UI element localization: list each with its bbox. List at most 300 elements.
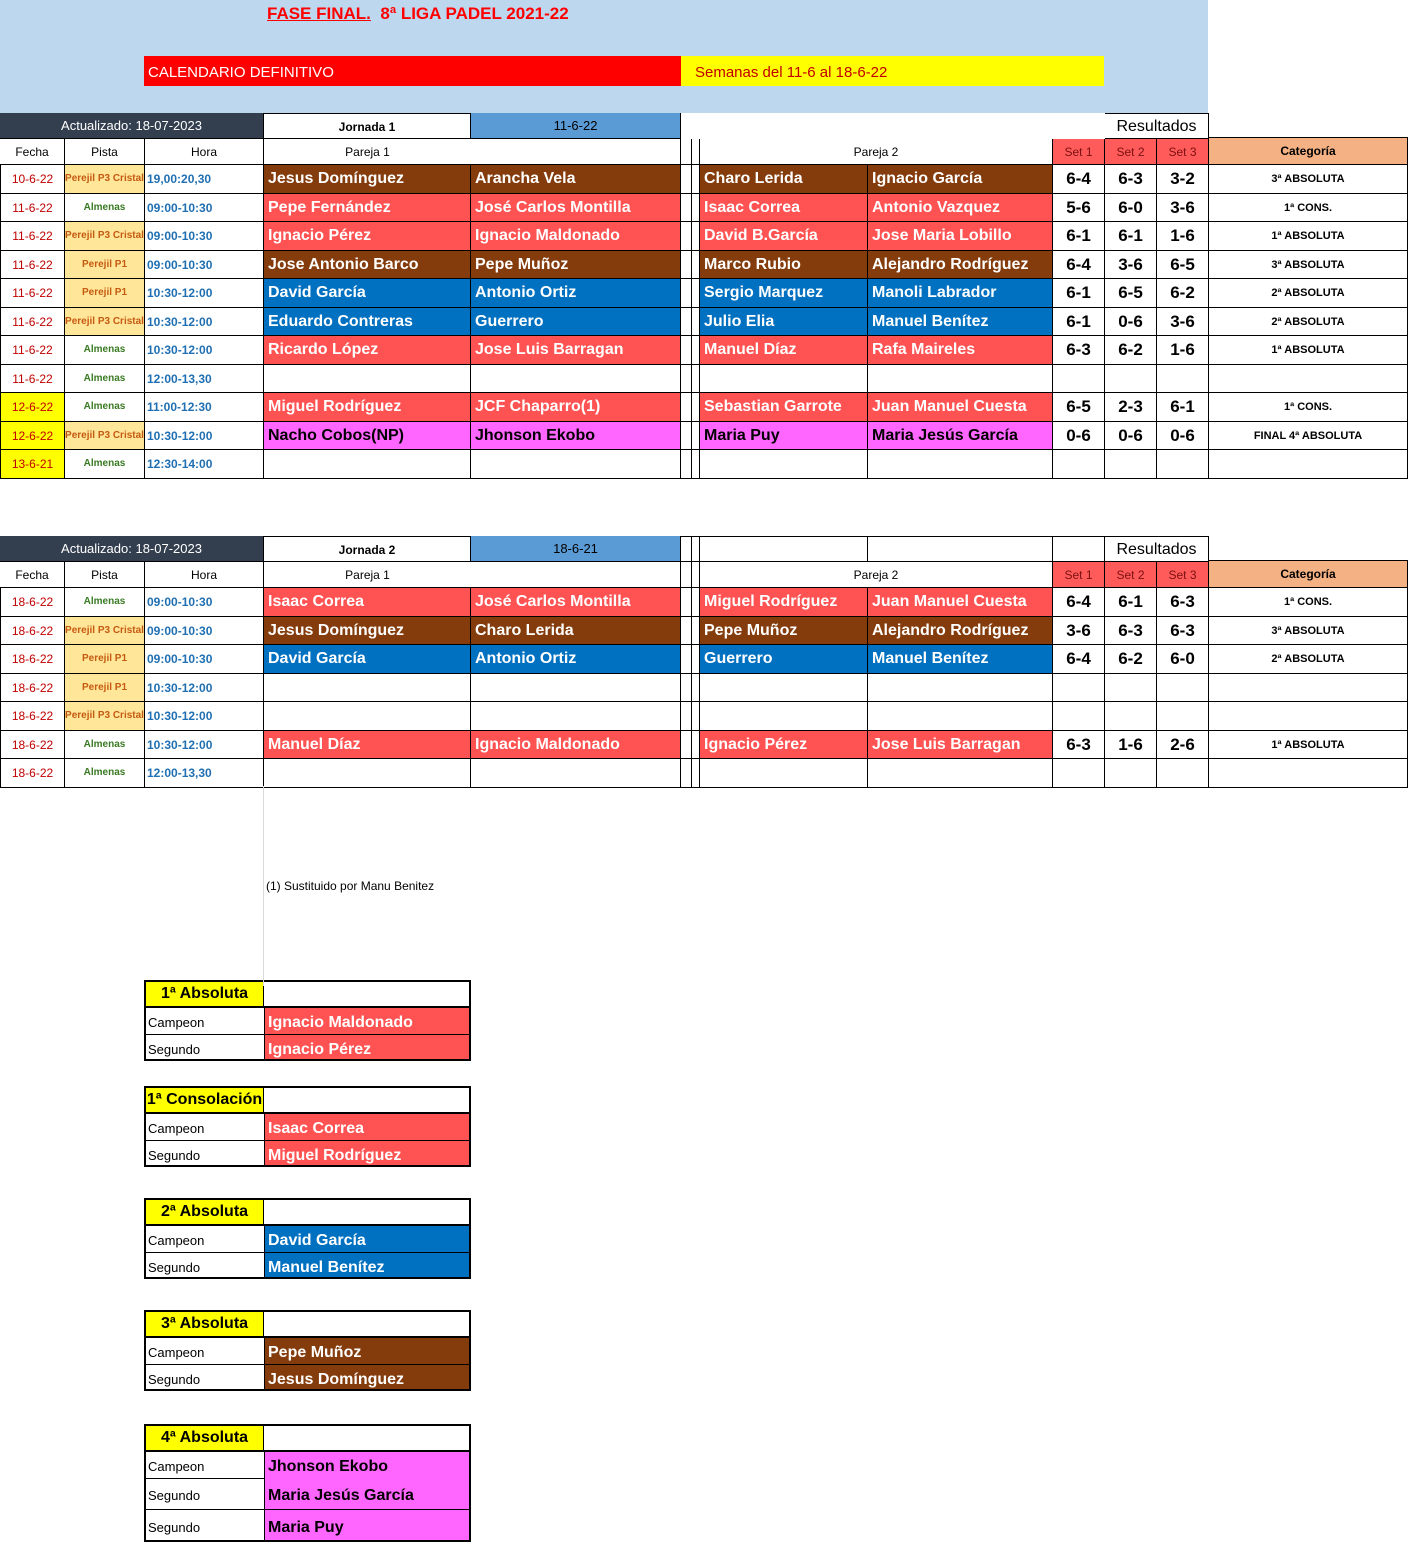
- row-hora: 09:00-10:30: [145, 194, 264, 223]
- set-score: 2-3: [1105, 393, 1157, 422]
- spacer-cell: [681, 450, 692, 479]
- player-cell: Jhonson Ekobo: [471, 422, 681, 451]
- player-cell: Nacho Cobos(NP): [264, 422, 471, 451]
- calendar-label: CALENDARIO DEFINITIVO: [144, 56, 681, 86]
- player-cell: Isaac Correa: [700, 194, 868, 223]
- set-score: 6-1: [1105, 588, 1157, 617]
- row-categoria: 1ª ABSOLUTA: [1209, 222, 1408, 251]
- row-pista: Perejil P3 Cristal: [65, 422, 145, 451]
- player-cell: Ricardo López: [264, 336, 471, 365]
- jornada-label: Jornada 1: [264, 113, 471, 139]
- spacer-cell: [692, 588, 700, 617]
- col-fecha: Fecha: [0, 139, 65, 165]
- set-score: 5-6: [1053, 194, 1105, 223]
- player-cell: Manuel Benítez: [868, 645, 1053, 674]
- row-fecha: 18-6-22: [0, 645, 65, 674]
- set-score: [1105, 702, 1157, 731]
- row-categoria: 3ª ABSOLUTA: [1209, 251, 1408, 280]
- set-score: 6-1: [1053, 279, 1105, 308]
- spacer-cell: [681, 759, 692, 788]
- player-cell: Miguel Rodríguez: [264, 393, 471, 422]
- row-categoria: 1ª ABSOLUTA: [1209, 731, 1408, 760]
- player-cell: Jesus Domínguez: [264, 617, 471, 646]
- row-hora: 11:00-12:30: [145, 393, 264, 422]
- set-score: 3-6: [1105, 251, 1157, 280]
- podium-player-name: Maria Jesús García: [264, 1478, 471, 1510]
- player-cell: José Carlos Montilla: [471, 588, 681, 617]
- updated-label: Actualizado: 18-07-2023: [0, 113, 264, 139]
- row-fecha: 11-6-22: [0, 308, 65, 337]
- row-hora: 10:30-12:00: [145, 731, 264, 760]
- podium-position-label: Segundo: [144, 1141, 265, 1168]
- set-score: 0-6: [1053, 422, 1105, 451]
- spacer-cell: [681, 731, 692, 760]
- set-score: 6-1: [1053, 308, 1105, 337]
- footnote: (1) Sustituido por Manu Benitez: [266, 879, 435, 893]
- set-score: [1157, 450, 1209, 479]
- row-hora: 10:30-12:00: [145, 674, 264, 703]
- player-cell: Miguel Rodríguez: [700, 588, 868, 617]
- player-cell: Maria Puy: [700, 422, 868, 451]
- results-label: Resultados: [1105, 113, 1209, 139]
- player-cell: [264, 674, 471, 703]
- row-categoria: 1ª CONS.: [1209, 588, 1408, 617]
- set-score: 6-2: [1105, 645, 1157, 674]
- row-hora: 19,00:20,30: [145, 165, 264, 194]
- player-cell: Arancha Vela: [471, 165, 681, 194]
- row-categoria: 1ª ABSOLUTA: [1209, 336, 1408, 365]
- col-set3: Set 3: [1157, 139, 1209, 165]
- col-pista: Pista: [65, 562, 145, 588]
- results-label: Resultados: [1105, 536, 1209, 562]
- spacer-cell: [681, 617, 692, 646]
- row-fecha: 12-6-22: [0, 422, 65, 451]
- set-score: 3-2: [1157, 165, 1209, 194]
- player-cell: Manuel Benítez: [868, 308, 1053, 337]
- row-fecha: 18-6-22: [0, 702, 65, 731]
- player-cell: Antonio Ortiz: [471, 279, 681, 308]
- spacer-cell: [692, 536, 700, 562]
- spacer-cell: [692, 336, 700, 365]
- set-score: [1053, 674, 1105, 703]
- row-hora: 10:30-12:00: [145, 702, 264, 731]
- blank-cell: [868, 536, 1053, 562]
- spacer-cell: [692, 562, 700, 588]
- row-pista: Almenas: [65, 588, 145, 617]
- player-cell: Ignacio Maldonado: [471, 731, 681, 760]
- player-cell: JCF Chaparro(1): [471, 393, 681, 422]
- player-cell: Pepe Muñoz: [471, 251, 681, 280]
- player-cell: Ignacio Pérez: [700, 731, 868, 760]
- set-score: [1105, 674, 1157, 703]
- podium-player-name: Maria Puy: [264, 1510, 471, 1542]
- row-categoria: 1ª CONS.: [1209, 194, 1408, 223]
- row-pista: Perejil P3 Cristal: [65, 308, 145, 337]
- set-score: [1053, 365, 1105, 394]
- set-score: 6-4: [1053, 645, 1105, 674]
- set-score: 6-5: [1157, 251, 1209, 280]
- player-cell: Charo Lerida: [471, 617, 681, 646]
- row-categoria: [1209, 365, 1408, 394]
- spacer-cell: [681, 279, 692, 308]
- row-categoria: [1209, 759, 1408, 788]
- player-cell: Alejandro Rodríguez: [868, 617, 1053, 646]
- player-cell: [700, 702, 868, 731]
- player-cell: Alejandro Rodríguez: [868, 251, 1053, 280]
- row-fecha: 11-6-22: [0, 194, 65, 223]
- podium-title-blank: [264, 1086, 471, 1114]
- row-hora: 09:00-10:30: [145, 645, 264, 674]
- row-pista: Almenas: [65, 759, 145, 788]
- spacer-cell: [692, 194, 700, 223]
- spacer-cell: [692, 450, 700, 479]
- player-cell: Guerrero: [471, 308, 681, 337]
- row-pista: Almenas: [65, 450, 145, 479]
- row-pista: Perejil P3 Cristal: [65, 617, 145, 646]
- row-categoria: 3ª ABSOLUTA: [1209, 165, 1408, 194]
- row-categoria: 3ª ABSOLUTA: [1209, 617, 1408, 646]
- row-categoria: [1209, 674, 1408, 703]
- podium-player-name: Manuel Benítez: [264, 1253, 471, 1280]
- spacer-cell: [692, 165, 700, 194]
- player-cell: [471, 674, 681, 703]
- player-cell: [868, 674, 1053, 703]
- row-fecha: 13-6-21: [0, 450, 65, 479]
- row-fecha: 18-6-22: [0, 731, 65, 760]
- player-cell: Jose Maria Lobillo: [868, 222, 1053, 251]
- podium-title-blank: [264, 1424, 471, 1452]
- player-cell: Manuel Díaz: [264, 731, 471, 760]
- spacer-cell: [681, 139, 692, 165]
- set-score: 6-4: [1053, 251, 1105, 280]
- jornada-label: Jornada 2: [264, 536, 471, 562]
- row-hora: 09:00-10:30: [145, 251, 264, 280]
- set-score: [1105, 365, 1157, 394]
- set-score: 6-1: [1157, 393, 1209, 422]
- row-fecha: 18-6-22: [0, 759, 65, 788]
- player-cell: Ignacio García: [868, 165, 1053, 194]
- spacer-cell: [681, 308, 692, 337]
- spacer-cell: [692, 422, 700, 451]
- set-score: 6-5: [1053, 393, 1105, 422]
- row-hora: 09:00-10:30: [145, 222, 264, 251]
- set-score: 6-3: [1105, 617, 1157, 646]
- player-cell: Ignacio Pérez: [264, 222, 471, 251]
- row-categoria: 2ª ABSOLUTA: [1209, 279, 1408, 308]
- podium-position-label: Segundo: [144, 1253, 265, 1280]
- row-pista: Almenas: [65, 336, 145, 365]
- podium-title: 2ª Absoluta: [144, 1198, 265, 1226]
- set-score: [1105, 450, 1157, 479]
- set-score: 2-6: [1157, 731, 1209, 760]
- player-cell: [264, 759, 471, 788]
- row-hora: 10:30-12:00: [145, 336, 264, 365]
- player-cell: [868, 365, 1053, 394]
- podium-position-label: Segundo: [144, 1035, 265, 1062]
- row-pista: Perejil P1: [65, 251, 145, 280]
- row-hora: 09:00-10:30: [145, 588, 264, 617]
- player-cell: Jesus Domínguez: [264, 165, 471, 194]
- player-cell: Eduardo Contreras: [264, 308, 471, 337]
- col-fecha: Fecha: [0, 562, 65, 588]
- spacer-cell: [692, 365, 700, 394]
- row-categoria: 2ª ABSOLUTA: [1209, 308, 1408, 337]
- row-pista: Perejil P3 Cristal: [65, 222, 145, 251]
- set-score: 6-3: [1157, 617, 1209, 646]
- spacer-cell: [692, 759, 700, 788]
- row-pista: Almenas: [65, 731, 145, 760]
- podium-position-label: Campeon: [144, 1008, 265, 1035]
- player-cell: Jose Antonio Barco: [264, 251, 471, 280]
- row-categoria: 1ª CONS.: [1209, 393, 1408, 422]
- spacer-cell: [681, 194, 692, 223]
- col-set2: Set 2: [1105, 139, 1157, 165]
- set-score: 6-5: [1105, 279, 1157, 308]
- set-score: 1-6: [1157, 222, 1209, 251]
- spacer-cell: [681, 422, 692, 451]
- player-cell: [868, 759, 1053, 788]
- col-pareja1: Pareja 1: [264, 139, 471, 165]
- set-score: 0-6: [1105, 422, 1157, 451]
- set-score: [1053, 702, 1105, 731]
- podium-player-name: Isaac Correa: [264, 1114, 471, 1141]
- row-pista: Perejil P3 Cristal: [65, 702, 145, 731]
- podium-title: 1ª Consolación: [144, 1086, 265, 1114]
- row-pista: Perejil P3 Cristal: [65, 165, 145, 194]
- spacer-cell: [692, 279, 700, 308]
- row-fecha: 18-6-22: [0, 617, 65, 646]
- player-cell: Manuel Díaz: [700, 336, 868, 365]
- podium-title: 1ª Absoluta: [144, 980, 265, 1008]
- set-score: 6-1: [1053, 222, 1105, 251]
- player-cell: Sebastian Garrote: [700, 393, 868, 422]
- spacer-cell: [681, 251, 692, 280]
- player-cell: Antonio Vazquez: [868, 194, 1053, 223]
- set-score: 3-6: [1053, 617, 1105, 646]
- set-score: 6-0: [1157, 645, 1209, 674]
- row-fecha: 12-6-22: [0, 393, 65, 422]
- title-phase: FASE FINAL.: [267, 4, 371, 23]
- player-cell: Julio Elia: [700, 308, 868, 337]
- podium-player-name: Ignacio Maldonado: [264, 1008, 471, 1035]
- spacer-cell: [692, 139, 700, 165]
- player-cell: Jose Luis Barragan: [471, 336, 681, 365]
- row-pista: Almenas: [65, 393, 145, 422]
- grid-line: [263, 786, 264, 986]
- player-cell: Maria Jesús García: [868, 422, 1053, 451]
- podium-player-name: Ignacio Pérez: [264, 1035, 471, 1062]
- podium-player-name: Pepe Muñoz: [264, 1338, 471, 1365]
- player-cell: Sergio Marquez: [700, 279, 868, 308]
- player-cell: Juan Manuel Cuesta: [868, 588, 1053, 617]
- set-score: 6-0: [1105, 194, 1157, 223]
- spacer-cell: [692, 222, 700, 251]
- col-pareja2: Pareja 2: [700, 139, 1053, 165]
- player-cell: Charo Lerida: [700, 165, 868, 194]
- row-pista: Almenas: [65, 194, 145, 223]
- col-hora: Hora: [145, 562, 264, 588]
- podium-title: 3ª Absoluta: [144, 1310, 265, 1338]
- row-pista: Perejil P1: [65, 645, 145, 674]
- spacer-cell: [681, 536, 692, 562]
- row-fecha: 10-6-22: [0, 165, 65, 194]
- spacer-cell: [681, 562, 692, 588]
- player-cell: [264, 702, 471, 731]
- col-categoria: Categoría: [1209, 560, 1408, 588]
- col-pareja1-b: [471, 562, 681, 588]
- player-cell: [264, 365, 471, 394]
- row-hora: 12:30-14:00: [145, 450, 264, 479]
- spacer-cell: [681, 222, 692, 251]
- row-pista: Perejil P1: [65, 279, 145, 308]
- player-cell: Juan Manuel Cuesta: [868, 393, 1053, 422]
- row-hora: 10:30-12:00: [145, 308, 264, 337]
- row-categoria: FINAL 4ª ABSOLUTA: [1209, 422, 1408, 451]
- podium-position-label: Campeon: [144, 1226, 265, 1253]
- player-cell: [471, 702, 681, 731]
- set-score: [1157, 702, 1209, 731]
- player-cell: [471, 450, 681, 479]
- podium-player-name: Jesus Domínguez: [264, 1365, 471, 1392]
- player-cell: Marco Rubio: [700, 251, 868, 280]
- player-cell: Antonio Ortiz: [471, 645, 681, 674]
- row-pista: Perejil P1: [65, 674, 145, 703]
- podium-position-label: Segundo: [144, 1478, 265, 1510]
- podium-title: 4ª Absoluta: [144, 1424, 265, 1452]
- player-cell: Manoli Labrador: [868, 279, 1053, 308]
- blank-cell: [1053, 536, 1105, 562]
- player-cell: [700, 450, 868, 479]
- player-cell: Ignacio Maldonado: [471, 222, 681, 251]
- player-cell: Pepe Fernández: [264, 194, 471, 223]
- set-score: 1-6: [1105, 731, 1157, 760]
- player-cell: David B.García: [700, 222, 868, 251]
- player-cell: [471, 759, 681, 788]
- set-score: [1105, 759, 1157, 788]
- row-fecha: 18-6-22: [0, 674, 65, 703]
- podium-position-label: Campeon: [144, 1338, 265, 1365]
- podium-player-name: David García: [264, 1226, 471, 1253]
- player-cell: [700, 365, 868, 394]
- col-pareja1-b: [471, 139, 681, 165]
- player-cell: Isaac Correa: [264, 588, 471, 617]
- spacer-cell: [681, 588, 692, 617]
- player-cell: [868, 450, 1053, 479]
- row-categoria: 2ª ABSOLUTA: [1209, 645, 1408, 674]
- podium-position-label: Segundo: [144, 1365, 265, 1392]
- spacer-cell: [692, 702, 700, 731]
- title-league: 8ª LIGA PADEL 2021-22: [380, 4, 569, 23]
- player-cell: Pepe Muñoz: [700, 617, 868, 646]
- set-score: [1053, 450, 1105, 479]
- podium-player-name: Jhonson Ekobo: [264, 1452, 471, 1479]
- set-score: 6-1: [1105, 222, 1157, 251]
- col-hora: Hora: [145, 139, 264, 165]
- spacer-cell: [681, 674, 692, 703]
- player-cell: David García: [264, 279, 471, 308]
- spacer-cell: [692, 393, 700, 422]
- set-score: 6-2: [1105, 336, 1157, 365]
- row-hora: 10:30-12:00: [145, 422, 264, 451]
- podium-title-blank: [264, 1310, 471, 1338]
- col-set1: Set 1: [1053, 562, 1105, 588]
- player-cell: José Carlos Montilla: [471, 194, 681, 223]
- jornada-date: 18-6-21: [471, 536, 681, 562]
- podium-title-blank: [264, 980, 471, 1008]
- spacer-cell: [692, 251, 700, 280]
- row-hora: 12:00-13,30: [145, 759, 264, 788]
- set-score: 0-6: [1157, 422, 1209, 451]
- set-score: [1157, 674, 1209, 703]
- player-cell: [471, 365, 681, 394]
- spacer-cell: [681, 645, 692, 674]
- col-pareja1: Pareja 1: [264, 562, 471, 588]
- row-hora: 09:00-10:30: [145, 617, 264, 646]
- set-score: 6-3: [1053, 731, 1105, 760]
- set-score: 3-6: [1157, 194, 1209, 223]
- page-title: [267, 4, 569, 24]
- col-set2: Set 2: [1105, 562, 1157, 588]
- player-cell: [700, 674, 868, 703]
- player-cell: Guerrero: [700, 645, 868, 674]
- set-score: 6-4: [1053, 588, 1105, 617]
- row-categoria: [1209, 450, 1408, 479]
- spacer-cell: [681, 165, 692, 194]
- podium-player-name: Miguel Rodríguez: [264, 1141, 471, 1168]
- spacer-cell: [692, 645, 700, 674]
- set-score: 3-6: [1157, 308, 1209, 337]
- row-pista: Almenas: [65, 365, 145, 394]
- spacer-cell: [692, 674, 700, 703]
- row-fecha: 11-6-22: [0, 222, 65, 251]
- set-score: 0-6: [1105, 308, 1157, 337]
- set-score: 6-3: [1157, 588, 1209, 617]
- podium-position-label: Segundo: [144, 1510, 265, 1542]
- updated-label: Actualizado: 18-07-2023: [0, 536, 264, 562]
- set-score: 6-4: [1053, 165, 1105, 194]
- set-score: [1157, 365, 1209, 394]
- weeks-label: Semanas del 11-6 al 18-6-22: [681, 56, 1104, 86]
- col-set3: Set 3: [1157, 562, 1209, 588]
- col-pareja2: Pareja 2: [700, 562, 1053, 588]
- set-score: 6-3: [1105, 165, 1157, 194]
- row-fecha: 18-6-22: [0, 588, 65, 617]
- player-cell: Rafa Maireles: [868, 336, 1053, 365]
- row-fecha: 11-6-22: [0, 336, 65, 365]
- row-fecha: 11-6-22: [0, 279, 65, 308]
- row-fecha: 11-6-22: [0, 365, 65, 394]
- row-categoria: [1209, 702, 1408, 731]
- spacer-cell: [681, 336, 692, 365]
- podium-position-label: Campeon: [144, 1452, 265, 1479]
- podium-position-label: Campeon: [144, 1114, 265, 1141]
- jornada-date: 11-6-22: [471, 113, 681, 139]
- col-categoria: Categoría: [1209, 137, 1408, 165]
- player-cell: Jose Luis Barragan: [868, 731, 1053, 760]
- spacer-cell: [681, 393, 692, 422]
- set-score: [1157, 759, 1209, 788]
- player-cell: [700, 759, 868, 788]
- spacer-cell: [681, 702, 692, 731]
- blank-cell: [700, 536, 868, 562]
- spacer-cell: [681, 365, 692, 394]
- col-pista: Pista: [65, 139, 145, 165]
- row-hora: 10:30-12:00: [145, 279, 264, 308]
- spacer-cell: [692, 308, 700, 337]
- row-fecha: 11-6-22: [0, 251, 65, 280]
- player-cell: David García: [264, 645, 471, 674]
- set-score: 6-3: [1053, 336, 1105, 365]
